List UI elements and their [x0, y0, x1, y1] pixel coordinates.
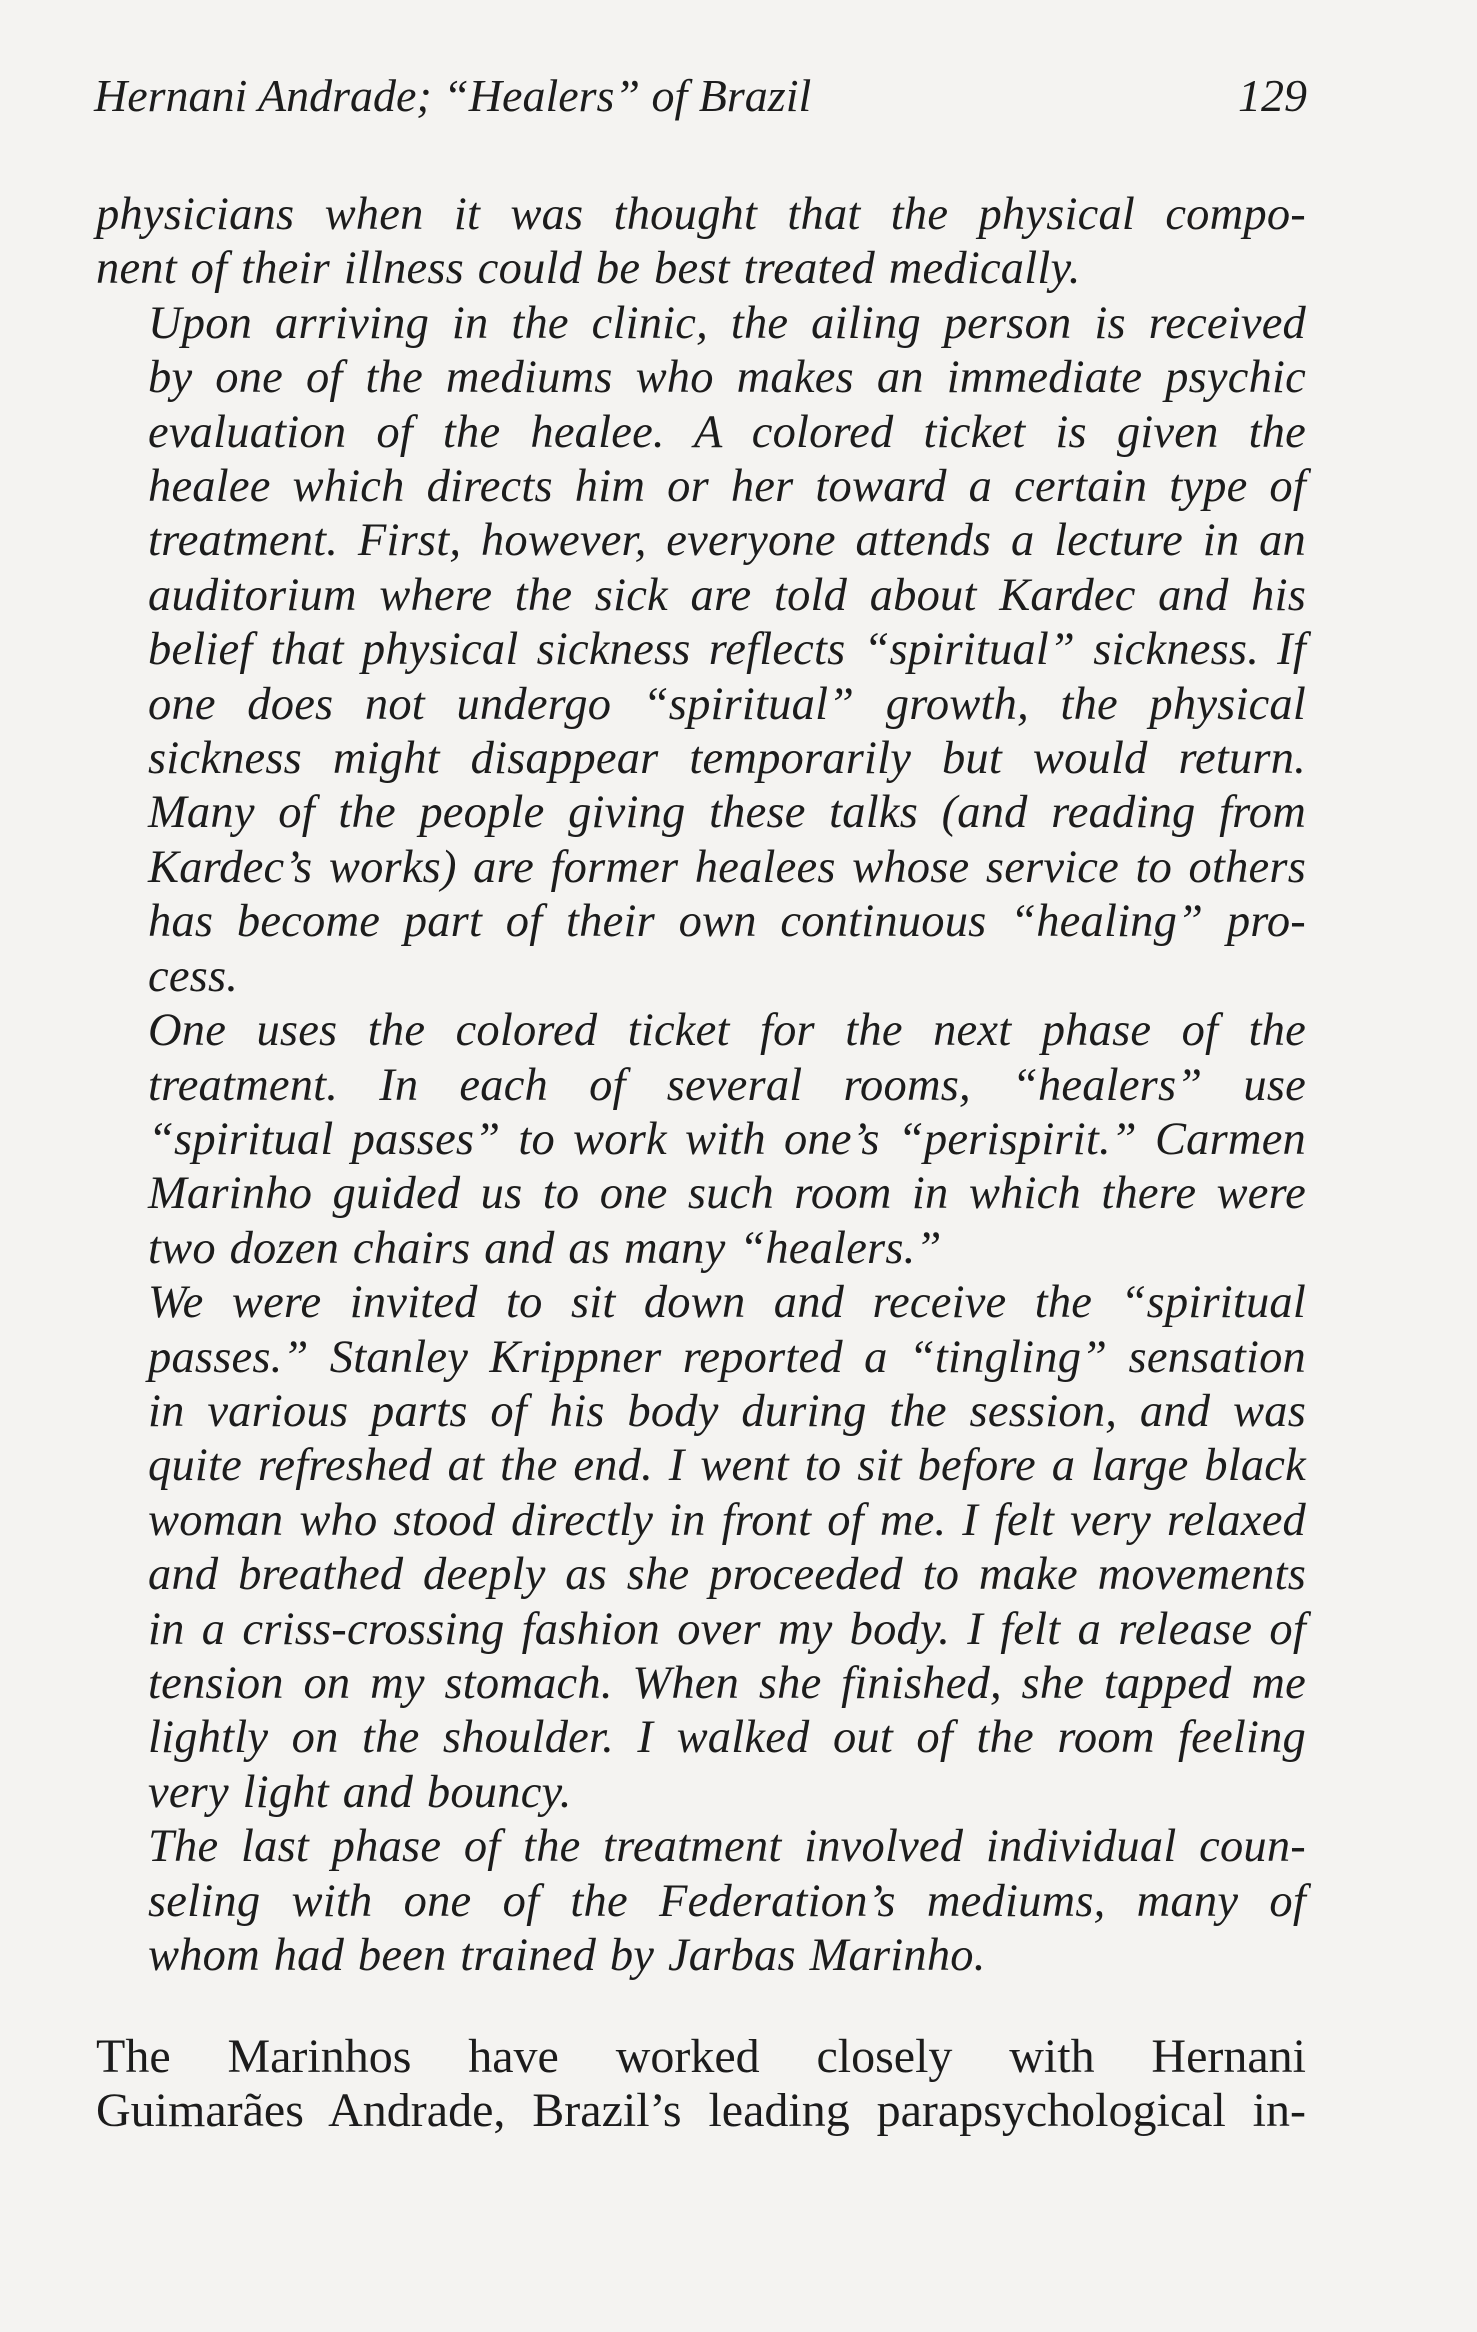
text-line: Marinho guided us to one such room in which there were: [148, 1168, 1306, 1220]
text-line: The last phase of the treatment involved individual coun-: [148, 1821, 1306, 1873]
text-line: quite refreshed at the end. I went to sit before a large black: [148, 1440, 1306, 1492]
text-line: Upon arriving in the clinic, the ailing person is received: [148, 297, 1306, 349]
text-line: by one of the mediums who makes an immediate psychic: [148, 352, 1306, 404]
text-line: tension on my stomach. When she finished, she tapped me: [148, 1657, 1306, 1709]
text-line: passes.” Stanley Krippner reported a “tingling” sensation: [148, 1331, 1306, 1383]
text-line: cess.: [148, 950, 239, 1002]
paragraph-spiritual-passes: [96, 1276, 1306, 1820]
text-line: has become part of their own continuous “healing” pro-: [148, 896, 1306, 948]
text-line: nent of their illness could be best treated medically.: [96, 243, 1081, 295]
quoted-account: [96, 188, 1306, 1983]
text-line: sickness might disappear temporarily but would return.: [148, 733, 1306, 785]
text-line: treatment. In each of several rooms, “healers” use: [148, 1059, 1306, 1111]
body-paragraph-marinhos: [96, 2030, 1306, 2138]
text-line: auditorium where the sick are told about Kardec and his: [148, 569, 1306, 621]
text-line: whom had been trained by Jarbas Marinho.: [148, 1930, 986, 1981]
text-line: very light and bouncy.: [148, 1766, 572, 1818]
text-line: seling with one of the Federation’s mediums, many of: [148, 1875, 1306, 1927]
text-line: belief that physical sickness reflects “spiritual” sickness. If: [148, 624, 1306, 676]
text-line: Guimarães Andrade, Brazil’s leading parapsychological in-: [96, 2084, 1306, 2137]
text-line: in a criss-crossing fashion over my body. I felt a release of: [148, 1603, 1306, 1655]
text-line: healee which directs him or her toward a certain type of: [148, 461, 1306, 513]
running-title: Hernani Andrade; “Healers” of Brazil: [94, 70, 812, 121]
text-line: Many of the people giving these talks (and reading from: [148, 787, 1306, 839]
text-line: one does not undergo “spiritual” growth, the physical: [148, 678, 1306, 730]
page-number: 129: [1238, 70, 1307, 121]
text-line: evaluation of the healee. A colored ticket is given the: [148, 406, 1306, 458]
text-line: “spiritual passes” to work with one’s “perispirit.” Carmen: [148, 1113, 1306, 1165]
text-line: The Marinhos have worked closely with Hernani: [96, 2030, 1306, 2083]
text-line: We were invited to sit down and receive the “spiritual: [148, 1277, 1306, 1329]
text-line: One uses the colored ticket for the next phase of the: [148, 1005, 1306, 1057]
text-line: two dozen chairs and as many “healers.”: [148, 1222, 942, 1274]
paragraph-continuation: [96, 188, 1306, 297]
text-line: physicians when it was thought that the physical compo-: [96, 189, 1306, 240]
text-line: and breathed deeply as she proceeded to make movements: [148, 1549, 1306, 1601]
text-line: woman who stood directly in front of me. I felt very relaxed: [148, 1494, 1306, 1546]
text-line: treatment. First, however, everyone attends a lecture in an: [148, 515, 1306, 567]
paragraph-marinhos: [96, 2030, 1306, 2138]
text-line: in various parts of his body during the session, and was: [148, 1385, 1306, 1437]
text-line: lightly on the shoulder. I walked out of the room feeling: [148, 1712, 1306, 1764]
paragraph-colored-ticket: [96, 1004, 1306, 1276]
paragraph-counseling: [96, 1820, 1306, 1983]
paragraph-clinic-arrival: [96, 297, 1306, 1004]
text-line: Kardec’s works) are former healees whose service to others: [148, 841, 1306, 893]
running-header: [94, 66, 1307, 126]
